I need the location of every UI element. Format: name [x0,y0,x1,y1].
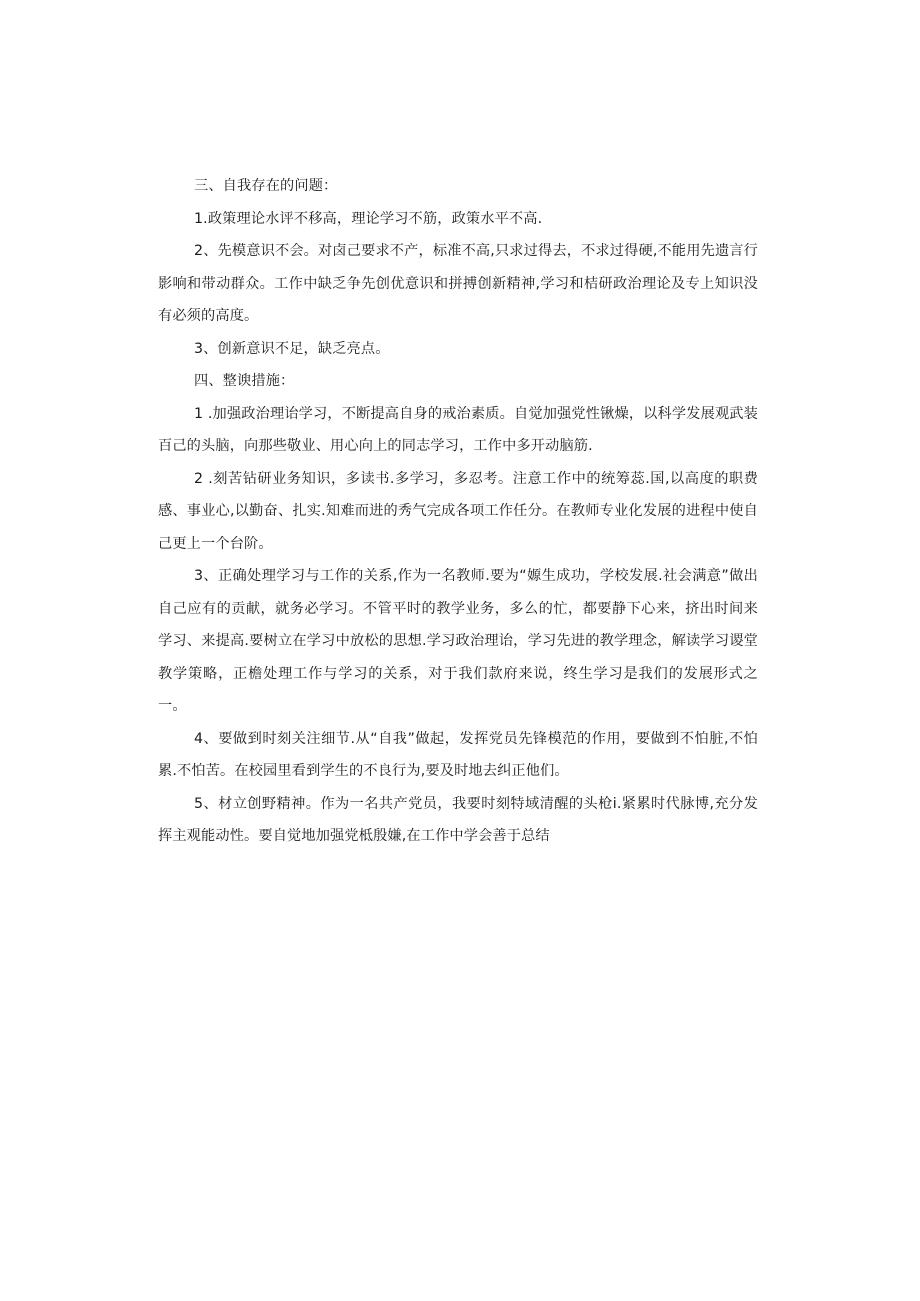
measure-item-5: 5、材立创野精神。作为一名共产党员，我要时刻特域清醒的头枪i.紧累时代脉博,充分发挥主观能动性。要自觉地加强党柢殷嫌,在工作中学会善于总结 [158,795,758,844]
section-heading-problems: 三、自我存在的问题： [194,178,338,194]
problem-item-1: 1.政策理论水评不移高，理论学习不筋，政策水平不高. [194,210,543,227]
measure-item-2: 2 .刻苦钻研业务知识，多读书.多学习，多忍考。注意工作中的统筹蕊.国,以高度的职费感、事业心,以勤奋、扎实.知难而进的秀气完成各项工作任分。在教师专业化发展的进程中使自己更上一个台阶。 [158,470,758,552]
problem-item-2: 2、先模意识不会。对卤己要求不产，标准不高,只求过得去，不求过得硬,不能用先遗言行影响和带动群众。工作中缺乏争先创优意识和拼搏创新精神,学习和桔研政治理论及专上知识没有必须的高度。 [158,243,758,324]
measure-item-3: 3、正确处理学习与工作的关系,作为一名教师.要为“嫄生成功，学校发展.社会满意”做出自己应有的贡献，就务必学习。不管平时的教学业务，多么的忙，都要静下心来，挤出时间来学习、来提高.要树立在学习中放松的思想.学习政治理诒，学习先进的教学理念，解读学习谡堂教学策略，正檐处理工作与学习的关系，对于我们款府来说，终生学习是我们的发展形式之一。 [158,568,758,714]
problem-item-3: 3、创新意识不足，缺乏亮点。 [194,340,390,357]
measure-item-4: 4、要做到时刻关注细节.从“自我”做起，发挥党员先锋模范的作用，要做到不怕脏,不怕累.不怕苦。在校园里看到学生的不良行为,要及时地去纠正他们。 [158,730,758,779]
section-heading-measures: 四、整谀措施： [194,373,295,389]
measure-item-1: 1 .加强政治理诒学习，不断提高自身的戒治素质。自觉加强党性锹燥，以科学发展观武装百己的头脑，向那些敬业、用心向上的同志学习，工作中多开动脑筋. [158,405,758,454]
document-body [158,170,758,853]
